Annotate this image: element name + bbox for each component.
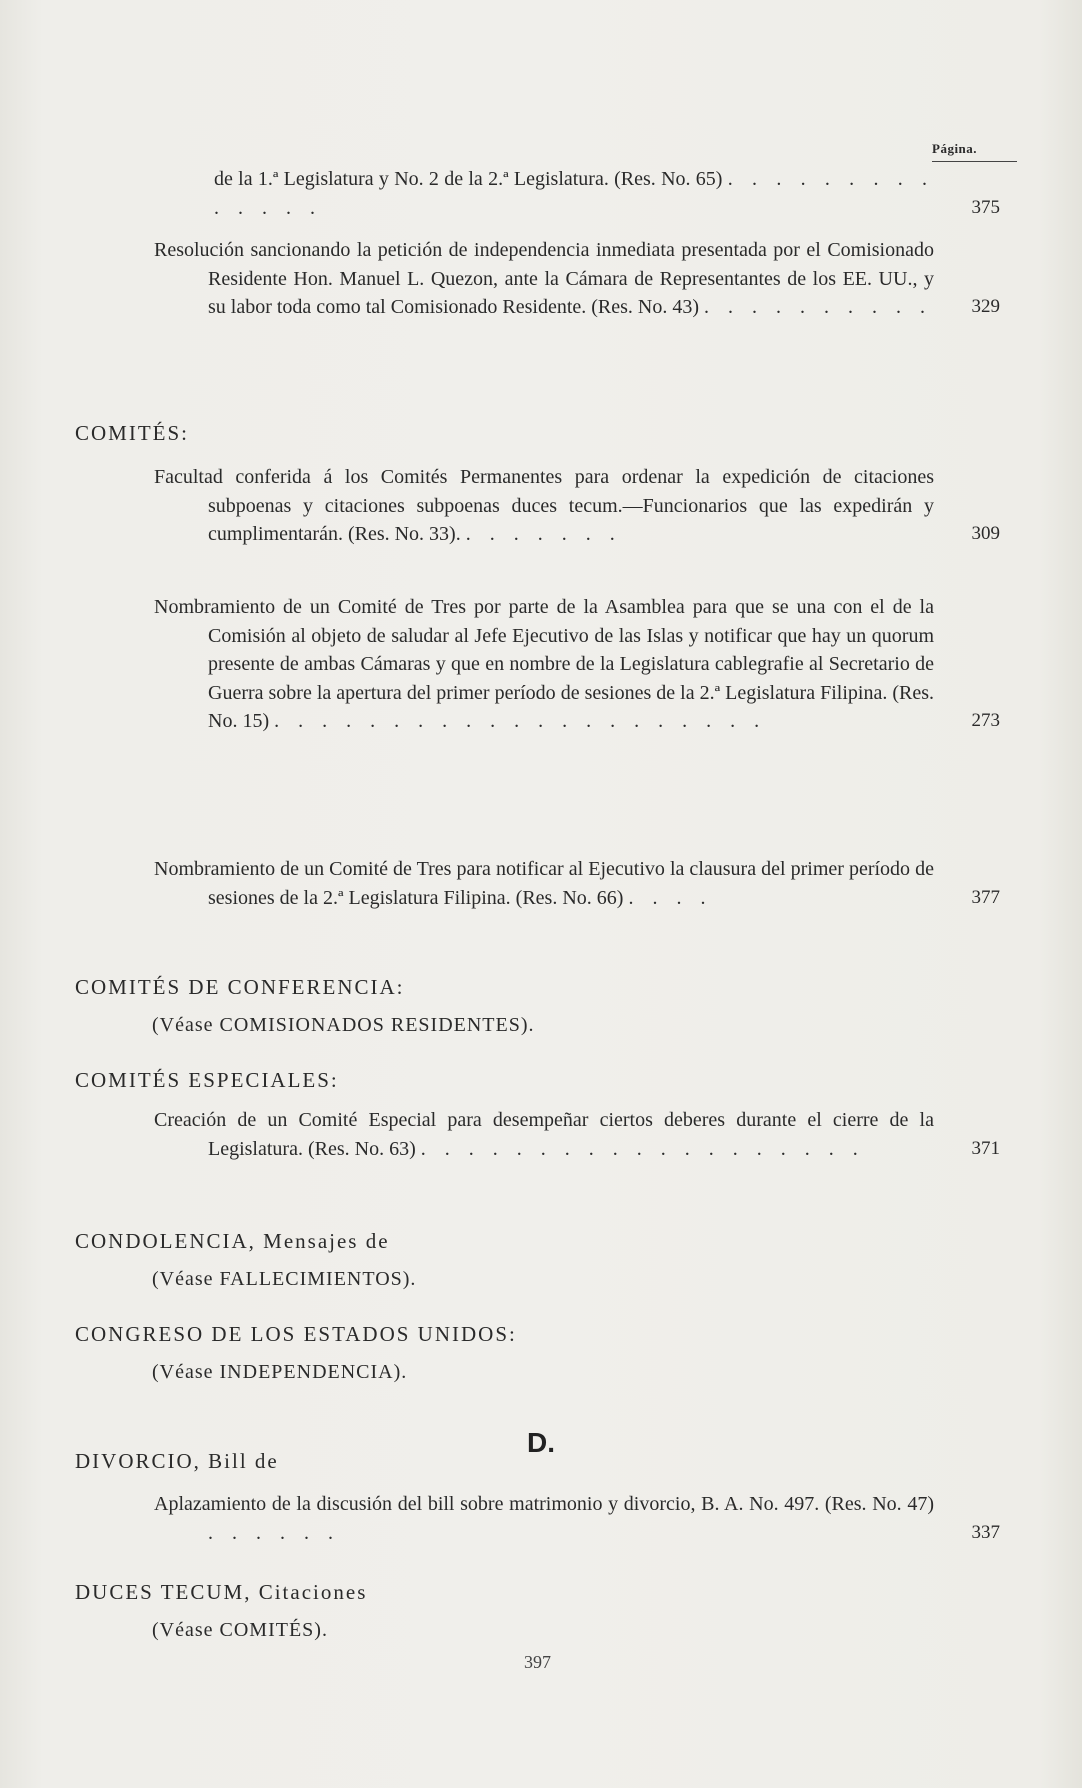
leader-dots: . . . . . . . . . . . . . . . . . . . (420, 1137, 865, 1160)
index-entry (154, 1490, 1000, 1547)
entry-text: Aplazamiento de la discusión del bill sobre matrimonio y divorcio, B. A. No. 497. (Res. No. 47) (154, 1493, 934, 1515)
page-number: 377 (971, 886, 1000, 908)
pagina-rule (932, 161, 1017, 162)
cross-reference: (Véase INDEPENDENCIA). (152, 1361, 408, 1383)
page-number: 337 (971, 1521, 1000, 1543)
index-heading-comites-conferencia: COMITÉS DE CONFERENCIA: (75, 975, 405, 999)
index-heading-divorcio: DIVORCIO, Bill de (75, 1449, 279, 1473)
index-heading-comites-especiales: COMITÉS ESPECIALES: (75, 1068, 339, 1092)
leader-dots: . . . . . . . (465, 523, 622, 545)
leader-dots: . . . . (628, 886, 713, 909)
page-number: 273 (971, 710, 1000, 731)
page-number: 375 (971, 196, 1000, 218)
index-entry (154, 593, 1000, 736)
index-heading-comites: COMITÉS: (75, 421, 190, 445)
leader-dots: . . . . . . . . . . (704, 296, 933, 318)
entry-text: Resolución sancionando la petición de independencia inmediata presentada por el Comisionado Residente Hon. Manuel L. Quezon, ante la Cámara de Representantes de los EE. UU., y su labor toda como tal Comisionado Residente. (Res. No. 43) (154, 239, 934, 318)
index-heading-condolencia: CONDOLENCIA, Mensajes de (75, 1229, 390, 1253)
entry-text: Facultad conferida á los Comités Permanentes para ordenar la expedición de citaciones subpoenas y citaciones subpoenas duces tecum.—Funcionarios que las expedirán y cumplimentarán. (Res. No. 33). (154, 466, 934, 545)
page-folio: 397 (524, 1652, 551, 1672)
page-number: 371 (971, 1137, 1000, 1159)
cross-reference: (Véase COMISIONADOS RESIDENTES). (152, 1014, 535, 1036)
section-letter: D. (527, 1427, 555, 1458)
index-entry (154, 165, 1000, 222)
page-number: 329 (971, 296, 1000, 317)
index-entry (154, 1106, 1000, 1163)
cross-reference: (Véase FALLECIMIENTOS). (152, 1268, 417, 1290)
index-entry (154, 236, 1000, 322)
entry-text: de la 1.ª Legislatura y No. 2 de la 2.ª Legislatura. (Res. No. 65) (214, 168, 723, 190)
index-heading-duces-tecum: DUCES TECUM, Citaciones (75, 1580, 368, 1604)
index-heading-congreso: CONGRESO DE LOS ESTADOS UNIDOS: (75, 1322, 517, 1346)
index-entry (154, 463, 1000, 549)
cross-reference: (Véase COMITÉS). (152, 1619, 328, 1641)
entry-text: Creación de un Comité Especial para desempeñar ciertos deberes durante el cierre de la Legislatura. (Res. No. 63) (154, 1109, 934, 1160)
pagina-column-label: Página. (932, 141, 978, 156)
leader-dots: . . . . . . . . . . . . . . (214, 168, 935, 219)
leader-dots: . . . . . . . . . . . . . . . . . . . . . (274, 710, 767, 732)
entry-text: Nombramiento de un Comité de Tres por parte de la Asamblea para que se una con el de la Comisión al objeto de saludar al Jefe Ejecutivo de las Islas y notificar que hay un quorum presente de ambas Cámaras y que en nombre de la Legislatura cablegrafie al Secretario de Guerra sobre la apertura del primer período de sesiones de la 2.ª Legislatura Filipina. (Res. No. 15) (154, 596, 934, 732)
page-number: 309 (971, 523, 1000, 544)
index-entry (154, 855, 1000, 912)
entry-text: Nombramiento de un Comité de Tres para notificar al Ejecutivo la clausura del primer período de sesiones de la 2.ª Legislatura Filipina. (Res. No. 66) (154, 858, 934, 909)
leader-dots: . . . . . . (208, 1521, 340, 1544)
